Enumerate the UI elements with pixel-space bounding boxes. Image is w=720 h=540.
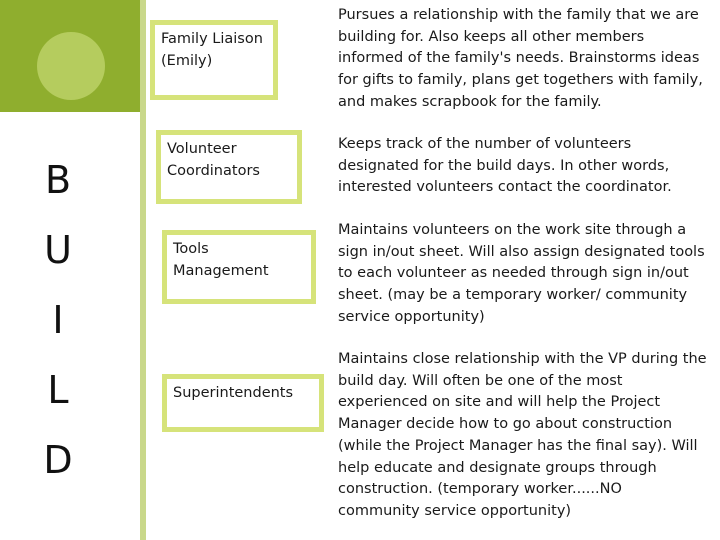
role-description-volunteer-coordinators: Keeps track of the number of volunteers designated for the build days. In other words, interested volunteers contact the coordinator. [338, 136, 672, 196]
role-box-superintendents [162, 374, 324, 432]
role-title: Tools Management [173, 241, 269, 279]
letter-l: L [47, 368, 69, 412]
letter-i: I [52, 298, 64, 342]
letter-d: D [43, 438, 73, 482]
role-title: Superintendents [173, 385, 294, 401]
role-box-family-liaison [150, 20, 278, 100]
role-title: Volunteer Coordinators [167, 141, 260, 179]
role-box-volunteer-coordinators [156, 130, 302, 204]
circle-decoration [37, 32, 105, 100]
role-description-family-liaison: Pursues a relationship with the family that we are building for. Also keeps all other members informed of the family's needs. Brainstorms ideas for gifts to family, plans get togethers with family, and makes scrapbook for the family. [338, 7, 703, 110]
green-vertical-strip [140, 0, 146, 540]
role-description-superintendents: Maintains close relationship with the VP during the build day. Will often be one of the most experienced on site and will help the Project Manager decide how to go about construction (while the Project Manager has the final say). Will help educate and designate groups through construction. (temporary worker......NO community service opportunity) [338, 351, 707, 519]
role-box-tools-management [162, 230, 316, 304]
role-description-tools-management: Maintains volunteers on the work site through a sign in/out sheet. Will also assign designated tools to each volunteer as needed through sign in/out sheet. (may be a temporary worker/ community service opportunity) [338, 222, 705, 325]
role-title: Family Liaison (Emily) [161, 31, 263, 69]
letter-u: U [44, 228, 72, 272]
letter-b: B [44, 158, 72, 202]
